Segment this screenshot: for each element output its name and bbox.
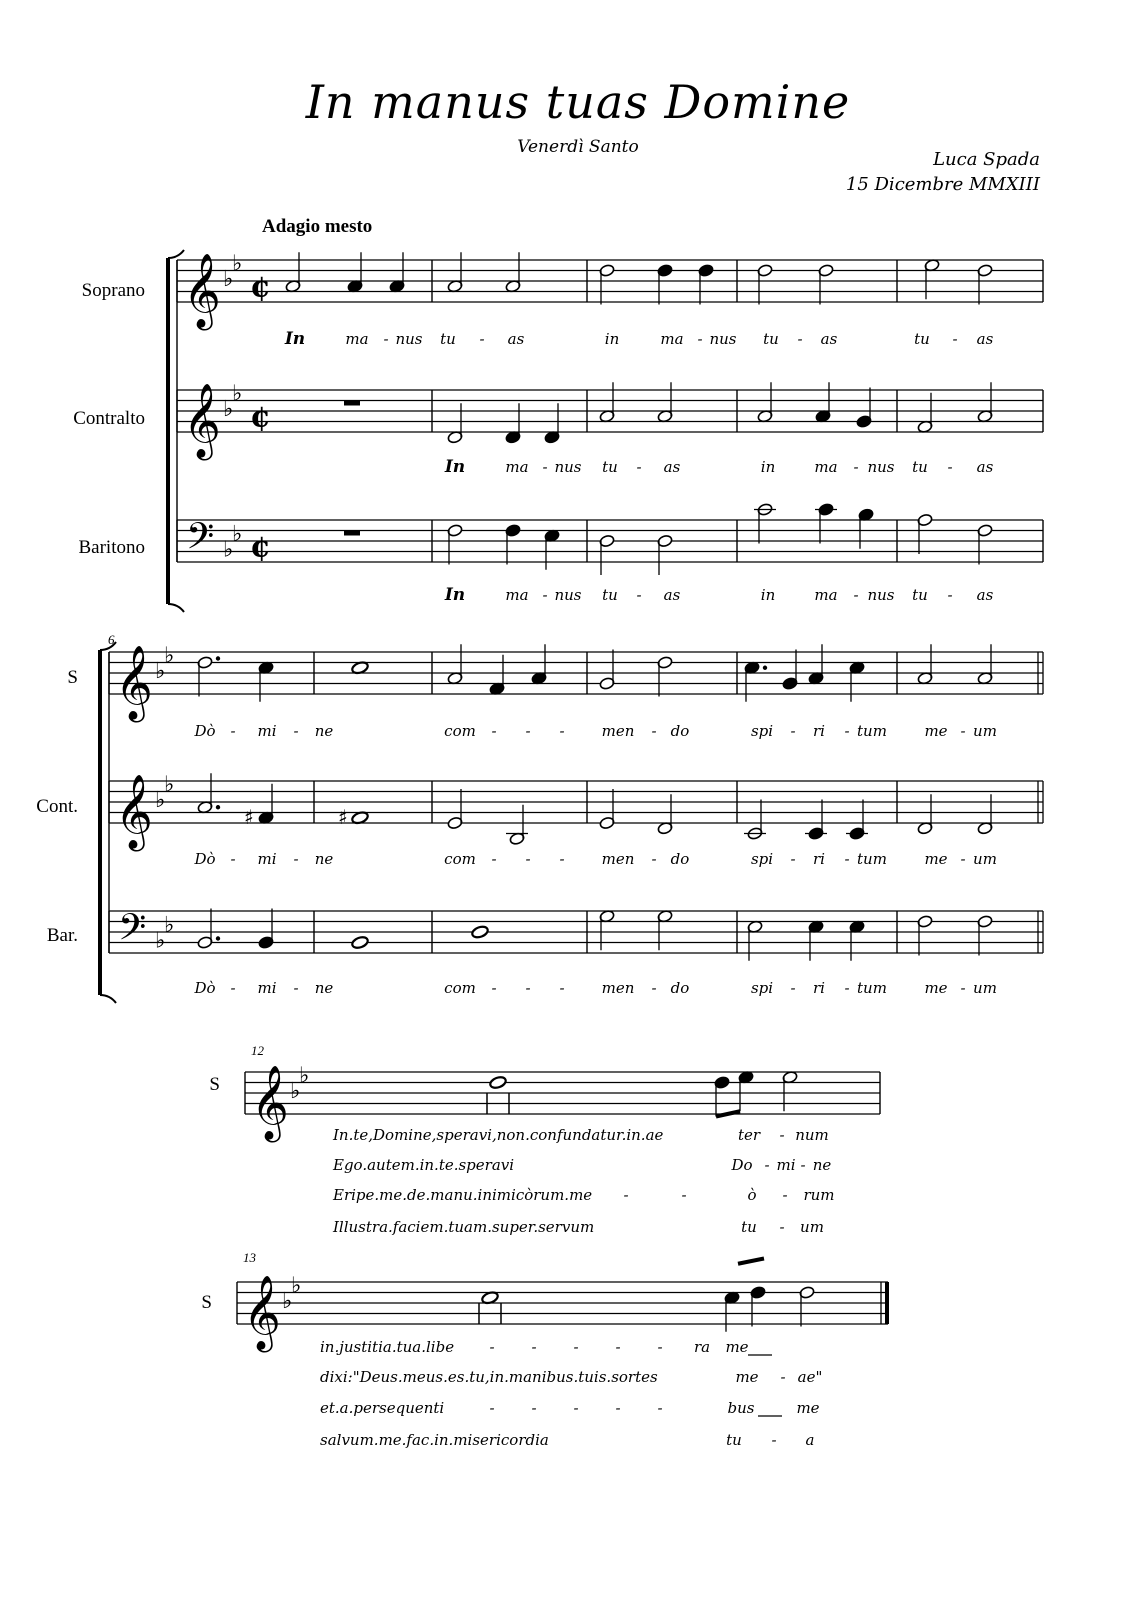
lyric-syllable: - <box>790 850 796 868</box>
lyric-syllable: - <box>636 458 642 476</box>
lyric-syllable: spi <box>750 979 774 997</box>
lyric-syllable: men <box>601 979 635 997</box>
lyric-syllable: - <box>780 1368 786 1386</box>
lyric-syllable: - <box>960 850 966 868</box>
lyric-syllable: In <box>284 329 306 349</box>
lyric-syllable: as <box>663 458 681 476</box>
composer-name: Luca Spada <box>933 149 1040 170</box>
lyric-syllable: - <box>525 722 531 740</box>
lyric-syllable: - <box>491 722 497 740</box>
lyric-syllable: as <box>820 330 838 348</box>
lyric-syllable: ra <box>693 1338 711 1356</box>
augmentation-dot <box>763 666 767 670</box>
lyric-syllable: - <box>651 850 657 868</box>
lyric-syllable: - <box>531 1399 537 1417</box>
lyric-syllable: as <box>507 330 525 348</box>
flat-sign: ♭ <box>155 928 166 954</box>
lyric-syllable: - <box>489 1338 495 1356</box>
lyric-syllable: - <box>947 586 953 604</box>
lyric-syllable: - <box>230 722 236 740</box>
lyric-syllable: ma <box>814 586 838 604</box>
piece-title: In manus tuas Domine <box>305 75 851 129</box>
part-name-contralto: Contralto <box>73 408 145 429</box>
note-head <box>471 925 489 939</box>
flat-sign: ♭ <box>223 537 234 563</box>
lyric-syllable: tum <box>857 722 887 740</box>
lyric-syllable: - <box>952 330 958 348</box>
lyric-syllable: - <box>697 330 703 348</box>
lyric-syllable: um <box>800 1218 824 1236</box>
part-name-baritono: Baritono <box>78 537 145 558</box>
lyric-syllable: - <box>230 850 236 868</box>
lyric-syllable: - <box>651 722 657 740</box>
lyric-syllable: ter <box>737 1126 761 1144</box>
lyric-syllable: et.a.persequenti <box>320 1399 445 1417</box>
composition-date: 15 Dicembre MMXIII <box>845 174 1040 195</box>
lyric-syllable: Dò <box>194 979 216 997</box>
lyric-syllable: nus <box>867 458 895 476</box>
lyric-syllable: me <box>735 1368 759 1386</box>
lyric-syllable: tu <box>912 586 928 604</box>
lyric-syllable: tu <box>912 458 928 476</box>
lyric-syllable: - <box>960 722 966 740</box>
lyric-syllable: In.te,Domine,speravi,non.confundatur.in.ae <box>333 1126 664 1144</box>
lyric-syllable: Eripe.me.de.manu.inimicòrum.me <box>333 1186 593 1204</box>
lyric-syllable: nus <box>554 586 582 604</box>
measure-number: 12 <box>251 1043 264 1058</box>
lyric-syllable: me <box>924 722 948 740</box>
lyric-syllable: - <box>293 722 299 740</box>
flat-sign: ♭ <box>290 1079 301 1104</box>
lyric-syllable: nus <box>867 586 895 604</box>
lyric-syllable: ne <box>314 722 334 740</box>
lyric-syllable: men <box>601 722 635 740</box>
lyric-syllable: - <box>491 850 497 868</box>
lyric-syllable: tu <box>726 1431 742 1449</box>
lyric-syllable: - <box>764 1156 770 1174</box>
bracket-hook <box>168 604 184 612</box>
lyric-syllable: com <box>444 850 476 868</box>
lyric-syllable: as <box>976 586 994 604</box>
lyric-syllable: do <box>670 979 690 997</box>
flat-sign: ♭ <box>164 643 175 669</box>
lyric-syllable: as <box>976 458 994 476</box>
lyric-syllable: nus <box>554 458 582 476</box>
lyric-syllable: - <box>844 722 850 740</box>
note-head <box>489 1075 507 1089</box>
lyric-syllable: ne <box>812 1156 832 1174</box>
treble-clef: 𝄞 <box>115 646 153 720</box>
flat-sign: ♭ <box>232 521 243 547</box>
cut-time-signature: ¢ <box>250 399 271 435</box>
lyric-syllable: In <box>444 585 466 605</box>
lyric-syllable: com <box>444 722 476 740</box>
lyric-syllable: salvum.me.fac.in.misericordia <box>320 1431 549 1449</box>
lyric-syllable: Dò <box>194 850 216 868</box>
lyric-syllable: ri <box>813 979 825 997</box>
lyric-syllable: tum <box>857 850 887 868</box>
bracket-hook <box>100 995 116 1003</box>
lyric-syllable: Illustra.faciem.tuam.super.servum <box>333 1218 595 1236</box>
treble-clef: 𝄞 <box>183 384 221 458</box>
lyric-syllable: - <box>293 850 299 868</box>
flat-sign: ♭ <box>164 772 175 798</box>
lyric-syllable: me <box>924 850 948 868</box>
flat-sign: ♭ <box>299 1063 310 1089</box>
part-short-soprano-s4: S <box>201 1292 212 1313</box>
lyric-syllable: - <box>623 1186 629 1204</box>
lyric-syllable: - <box>779 1218 785 1236</box>
flat-sign: ♭ <box>232 251 243 277</box>
lyric-syllable: - <box>771 1431 777 1449</box>
lyric-syllable: ne <box>314 850 334 868</box>
lyric-syllable: - <box>559 850 565 868</box>
lyric-syllable: - <box>383 330 389 348</box>
lyric-syllable: - <box>615 1399 621 1417</box>
treble-clef: 𝄞 <box>251 1066 289 1140</box>
lyric-syllable: um <box>973 722 997 740</box>
lyric-syllable: - <box>489 1399 495 1417</box>
lyric-syllable: spi <box>750 850 774 868</box>
lyric-syllable: me <box>924 979 948 997</box>
lyric-syllable: - <box>782 1186 788 1204</box>
lyric-syllable: - <box>853 458 859 476</box>
lyric-syllable: mi <box>257 979 277 997</box>
lyric-syllable: in.justitia.tua.libe <box>320 1338 455 1356</box>
lyric-syllable: as <box>663 586 681 604</box>
lyric-syllable: tu <box>914 330 930 348</box>
part-short-contralto: Cont. <box>36 796 78 817</box>
lyric-syllable: tu <box>602 586 618 604</box>
lyric-syllable: - <box>790 722 796 740</box>
lyric-syllable: a <box>805 1431 815 1449</box>
lyric-syllable: nus <box>709 330 737 348</box>
lyric-syllable: ò <box>747 1186 757 1204</box>
treble-clef: 𝄞 <box>243 1276 281 1350</box>
measure-number: 13 <box>243 1250 256 1265</box>
flat-sign: ♭ <box>155 788 166 813</box>
lyric-syllable: - <box>615 1338 621 1356</box>
lyric-syllable: bus <box>727 1399 755 1417</box>
flat-sign: ♭ <box>223 397 234 422</box>
lyric-syllable: - <box>559 722 565 740</box>
augmentation-dot <box>216 656 220 660</box>
lyric-syllable: - <box>525 850 531 868</box>
beam <box>738 1259 764 1264</box>
lyric-syllable: - <box>479 330 485 348</box>
lyric-syllable: as <box>976 330 994 348</box>
lyric-syllable: Ego.autem.in.te.speravi <box>333 1156 515 1174</box>
lyric-syllable: - <box>790 979 796 997</box>
lyric-syllable: com <box>444 979 476 997</box>
lyric-syllable: - <box>491 979 497 997</box>
bass-clef: 𝄢 <box>186 515 215 567</box>
lyric-syllable: - <box>853 586 859 604</box>
lyric-syllable: um <box>973 850 997 868</box>
lyric-syllable: tum <box>857 979 887 997</box>
lyric-syllable: - <box>573 1338 579 1356</box>
lyric-syllable: - <box>230 979 236 997</box>
lyric-syllable: - <box>960 979 966 997</box>
flat-sign: ♭ <box>282 1289 293 1314</box>
lyric-syllable: Do <box>731 1156 753 1174</box>
lyric-syllable: tu <box>602 458 618 476</box>
lyric-syllable: - <box>681 1186 687 1204</box>
flat-sign: ♭ <box>223 267 234 292</box>
part-short-soprano: S <box>67 667 78 688</box>
lyric-syllable: Dò <box>194 722 216 740</box>
lyric-syllable: ma <box>660 330 684 348</box>
lyric-syllable: in <box>760 458 776 476</box>
lyric-syllable: um <box>973 979 997 997</box>
lyric-syllable: - <box>800 1156 806 1174</box>
lyric-syllable: - <box>542 458 548 476</box>
bass-clef: 𝄢 <box>118 906 147 958</box>
cut-time-signature: ¢ <box>250 529 271 565</box>
lyric-syllable: ne <box>314 979 334 997</box>
lyric-syllable: - <box>797 330 803 348</box>
augmentation-dot <box>216 936 220 940</box>
treble-clef: 𝄞 <box>115 775 153 849</box>
piece-subtitle: Venerdì Santo <box>517 137 639 157</box>
note-head <box>351 935 369 949</box>
lyric-syllable: ma <box>505 458 529 476</box>
lyric-syllable: - <box>525 979 531 997</box>
lyric-syllable: - <box>947 458 953 476</box>
lyric-syllable: - <box>779 1126 785 1144</box>
whole-rest <box>344 401 360 406</box>
lyric-syllable: in <box>760 586 776 604</box>
lyric-syllable: mi <box>257 722 277 740</box>
lyric-syllable: in <box>604 330 620 348</box>
lyric-syllable: - <box>573 1399 579 1417</box>
lyric-syllable: ri <box>813 722 825 740</box>
lyric-syllable: rum <box>803 1186 835 1204</box>
lyric-syllable: me <box>725 1338 749 1356</box>
part-name-soprano: Soprano <box>81 280 145 301</box>
staff-lines <box>100 250 1043 1324</box>
treble-clef: 𝄞 <box>183 254 221 328</box>
lyric-syllable: - <box>844 979 850 997</box>
lyric-syllable: spi <box>750 722 774 740</box>
lyric-syllable: - <box>636 586 642 604</box>
lyric-syllable: - <box>293 979 299 997</box>
lyric-syllable: do <box>670 722 690 740</box>
augmentation-dot <box>216 805 220 809</box>
tempo-marking: Adagio mesto <box>262 216 373 237</box>
lyric-syllable: ae" <box>797 1368 823 1386</box>
lyric-syllable: ma <box>814 458 838 476</box>
sharp-sign: ♯ <box>244 804 254 829</box>
lyric-syllable: - <box>542 586 548 604</box>
lyric-syllable: men <box>601 850 635 868</box>
lyric-syllable: - <box>844 850 850 868</box>
lyric-syllable: do <box>670 850 690 868</box>
flat-sign: ♭ <box>232 381 243 407</box>
lyric-syllable: In <box>444 457 466 477</box>
flat-sign: ♭ <box>155 659 166 684</box>
lyric-syllable: tu <box>763 330 779 348</box>
lyric-syllable: dixi:"Deus.meus.es.tu,in.manibus.tuis.sortes <box>320 1368 658 1386</box>
beam <box>716 1111 740 1116</box>
lyric-syllable: mi <box>776 1156 796 1174</box>
lyric-syllable: tu <box>440 330 456 348</box>
bracket-hook <box>168 250 184 258</box>
lyric-syllable: nus <box>395 330 423 348</box>
sharp-sign: ♯ <box>338 804 348 829</box>
part-short-soprano-s3: S <box>209 1074 220 1095</box>
lyric-syllable: - <box>559 979 565 997</box>
lyric-syllable: - <box>657 1399 663 1417</box>
flat-sign: ♭ <box>291 1273 302 1299</box>
lyric-syllable: ma <box>345 330 369 348</box>
lyric-syllable: - <box>531 1338 537 1356</box>
lyric-syllable: ri <box>813 850 825 868</box>
whole-rest <box>344 531 360 536</box>
lyric-syllable: - <box>657 1338 663 1356</box>
measure-number: 6 <box>108 632 115 647</box>
lyric-syllable: num <box>795 1126 829 1144</box>
lyric-syllable: mi <box>257 850 277 868</box>
lyric-syllable: tu <box>741 1218 757 1236</box>
part-short-baritono: Bar. <box>46 925 78 946</box>
cut-time-signature: ¢ <box>250 269 271 305</box>
lyric-syllable: me <box>796 1399 820 1417</box>
lyric-syllable: - <box>651 979 657 997</box>
lyrics <box>193 329 996 1449</box>
flat-sign: ♭ <box>164 912 175 938</box>
lyric-syllable: ma <box>505 586 529 604</box>
